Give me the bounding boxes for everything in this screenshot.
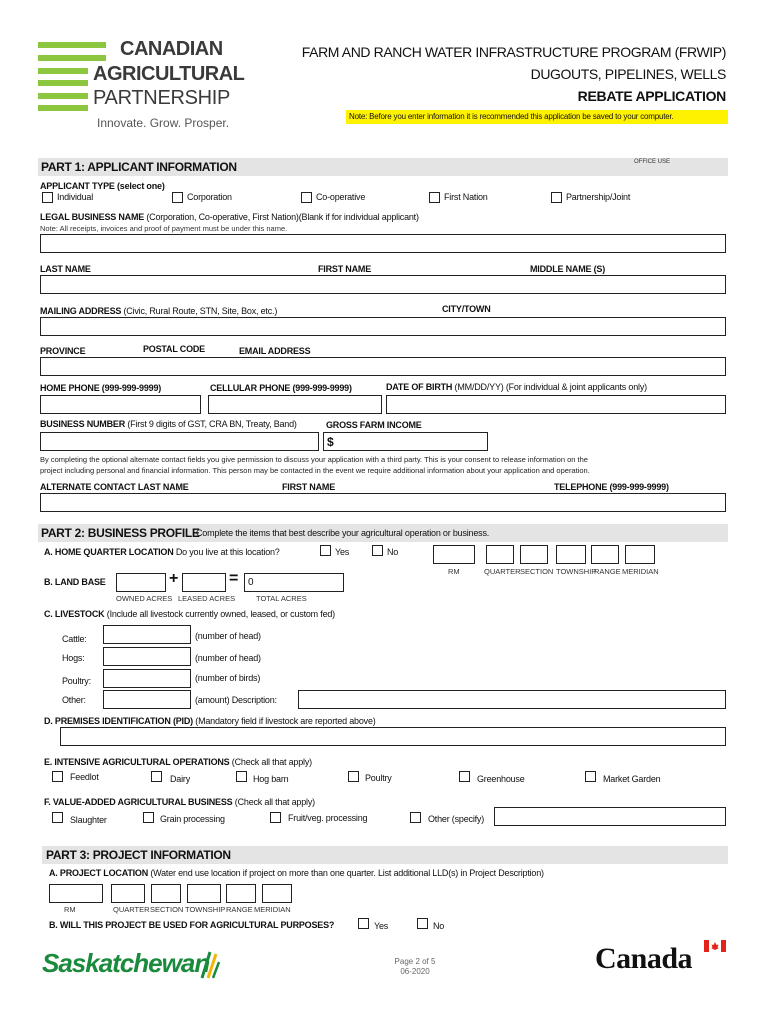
other-livestock-input[interactable] [103,690,191,709]
home-quarter-no-label: No [387,547,399,557]
applicant-type-label: APPLICANT TYPE (select one) [40,181,165,191]
cooperative-label: Co-operative [316,192,366,202]
saskatchewan-logo: Saskatchewan [42,948,210,978]
pid-hint: (Mandatory field if livestock are reported above) [195,716,376,726]
hogs-label: Hogs: [62,653,85,663]
pid-label-text: D. PREMISES IDENTIFICATION (PID) [44,716,193,726]
dollar-sign: $ [327,435,334,449]
poultry-input[interactable] [103,669,191,688]
canada-flag-icon [704,940,726,952]
intensive-label [44,757,312,767]
legal-name-label [40,212,419,222]
livestock-label [44,609,335,619]
part1-title: PART 1: APPLICANT INFORMATION [41,160,237,174]
part3-header [42,846,728,864]
value-added-hint: (Check all that apply) [234,797,315,807]
home-meridian-caption: MERIDIAN [622,567,659,576]
project-rm-caption: RM [64,905,76,914]
grain-processing-checkbox[interactable] [143,812,154,823]
feedlot-checkbox[interactable] [52,771,63,782]
part2-title: PART 2: BUSINESS PROFILE [41,526,200,540]
fruit-veg-label: Fruit/veg. processing [288,813,368,823]
dob-input[interactable] [386,395,726,414]
intensive-label-text: E. INTENSIVE AGRICULTURAL OPERATIONS [44,757,230,767]
other-specify-label: Other (specify) [428,814,485,824]
home-quarter-input[interactable] [486,545,514,564]
fruit-veg-checkbox[interactable] [270,812,281,823]
dob-hint: (MM/DD/YY) (For individual & joint applicants only) [454,382,647,392]
cattle-unit: (number of head) [195,631,261,641]
cattle-label: Cattle: [62,634,87,644]
logo-stripe [38,93,88,99]
home-quarter-label [44,547,280,557]
livestock-label-text: C. LIVESTOCK [44,609,105,619]
cell-phone-label: CELLULAR PHONE (999-999-9999) [210,383,352,393]
poultry-op-label: Poultry [365,773,392,783]
cooperative-checkbox[interactable] [301,192,312,203]
program-title: FARM AND RANCH WATER INFRASTRUCTURE PROGRAM (FRWIP) [301,44,726,60]
partnership-label: Partnership/Joint [566,192,631,202]
project-rm-input[interactable] [49,884,103,903]
business-number-input[interactable] [40,432,319,451]
mailing-address-input[interactable] [40,317,726,336]
legal-name-hint: (Corporation, Co-operative, First Nation)(Blank if for individual applicant) [146,212,419,222]
partnership-checkbox[interactable] [551,192,562,203]
business-number-label [40,419,297,429]
feedlot-label: Feedlot [70,772,99,782]
logo-stripe [38,68,88,74]
home-quarter-yes-label: Yes [335,547,350,557]
part3-title: PART 3: PROJECT INFORMATION [46,848,231,862]
total-acres-field [244,573,344,592]
cattle-input[interactable] [103,625,191,644]
alt-first-name-label: FIRST NAME [282,482,335,492]
market-garden-label: Market Garden [603,774,661,784]
alternate-contact-input-row[interactable] [40,493,726,512]
mailing-address-label-text: MAILING ADDRESS [40,306,122,316]
receipts-note: Note: All receipts, invoices and proof of payment must be under this name. [40,224,288,233]
mailing-address-hint: (Civic, Rural Route, STN, Site, Box, etc.) [123,306,278,316]
home-rm-input[interactable] [433,545,475,564]
pid-label [44,716,376,726]
other-livestock-description-input[interactable] [298,690,726,709]
pid-input[interactable] [60,727,726,746]
home-rm-caption: RM [448,567,460,576]
grain-processing-label: Grain processing [160,814,225,824]
slaughter-checkbox[interactable] [52,812,63,823]
logo-stripe [38,105,88,111]
project-meridian-input[interactable] [262,884,292,903]
logo-stripe [38,80,88,86]
individual-label: Individual [57,192,94,202]
logo-tagline: Innovate. Grow. Prosper. [97,116,230,130]
canada-wordmark: Canada [595,942,693,975]
wheat-icon [198,948,220,980]
dairy-checkbox[interactable] [151,771,162,782]
value-added-label [44,797,315,807]
gross-income-input[interactable] [323,432,488,451]
other-specify-checkbox[interactable] [410,812,421,823]
home-township-caption: TOWNSHIP [556,567,597,576]
other-livestock-label: Other: [62,695,86,705]
project-section-caption: SECTION [150,905,184,914]
program-subtitle: DUGOUTS, PIPELINES, WELLS [530,66,726,82]
slaughter-label: Slaughter [70,815,107,825]
part1-header [38,158,728,176]
alt-telephone-label: TELEPHONE (999-999-9999) [554,482,669,492]
part2-subtitle: Complete the items that best describe your agricultural operation or business. [196,528,490,538]
ag-purpose-no-checkbox[interactable] [417,918,428,929]
ag-purpose-no-label: No [433,921,445,931]
home-quarter-no-checkbox[interactable] [372,545,383,556]
project-meridian-caption: MERIDIAN [254,905,291,914]
middle-name-label: MIDDLE NAME (S) [530,264,605,274]
corporation-label: Corporation [187,192,232,202]
other-livestock-unit: (amount) Description: [195,695,277,705]
first-nation-label: First Nation [444,192,488,202]
owned-acres-caption: OWNED ACRES [116,594,173,603]
greenhouse-label: Greenhouse [477,774,525,784]
project-range-input[interactable] [226,884,256,903]
greenhouse-checkbox[interactable] [459,771,470,782]
dob-label [386,382,647,392]
project-section-input[interactable] [151,884,181,903]
logo-stripe [38,42,106,48]
project-location-label [49,868,544,878]
total-acres-value: 0 [248,577,254,588]
leased-acres-input[interactable] [182,573,226,592]
intensive-hint: (Check all that apply) [231,757,312,767]
total-acres-caption: TOTAL ACRES [256,594,307,603]
logo-line3: PARTNERSHIP [93,87,231,109]
logo-line1: CANADIAN [120,38,223,60]
poultry-op-checkbox[interactable] [348,771,359,782]
project-range-caption: RANGE [226,905,253,914]
poultry-label: Poultry: [62,676,91,686]
project-quarter-caption: QUARTER [113,905,150,914]
dairy-label: Dairy [170,774,191,784]
plus-sign: + [169,570,179,587]
hog-barn-checkbox[interactable] [236,771,247,782]
province-label: PROVINCE [40,346,86,356]
project-township-caption: TOWNSHIP [185,905,226,914]
equals-sign: = [229,570,239,587]
legal-name-label-text: LEGAL BUSINESS NAME [40,212,145,222]
home-range-caption: RANGE [594,567,621,576]
home-quarter-yes-checkbox[interactable] [320,545,331,556]
form-title: REBATE APPLICATION [577,88,726,104]
ag-purpose-yes-label: Yes [374,921,389,931]
province-postal-email-row[interactable] [40,357,726,376]
leased-acres-caption: LEASED ACRES [178,594,236,603]
owned-acres-input[interactable] [116,573,166,592]
alt-last-name-label: ALTERNATE CONTACT LAST NAME [40,482,189,492]
save-note: Note: Before you enter information it is recommended this application be saved to your computer. [346,110,728,124]
corporation-checkbox[interactable] [172,192,183,203]
postal-code-label: POSTAL CODE [143,344,205,354]
logo-line2: AGRICULTURAL [93,63,245,85]
form-date: 06-2020 [400,967,430,976]
cell-phone-input[interactable] [208,395,382,414]
other-specify-input[interactable] [494,807,726,826]
first-name-label: FIRST NAME [318,264,371,274]
project-quarter-input[interactable] [111,884,145,903]
value-added-label-text: F. VALUE-ADDED AGRICULTURAL BUSINESS [44,797,233,807]
hogs-input[interactable] [103,647,191,666]
home-quarter-question: Do you live at this location? [175,547,280,557]
poultry-unit: (number of birds) [195,673,261,683]
home-section-input[interactable] [520,545,548,564]
home-range-input[interactable] [591,545,619,564]
hog-barn-label: Hog barn [253,774,289,784]
ag-purpose-label: B. WILL THIS PROJECT BE USED FOR AGRICULTURAL PURPOSES? [49,920,335,930]
home-township-input[interactable] [556,545,586,564]
gross-income-label: GROSS FARM INCOME [326,420,422,430]
first-nation-checkbox[interactable] [429,192,440,203]
project-location-hint: (Water end use location if project on more than one quarter. List additional LLD(s) in Project Description) [150,868,544,878]
name-input-row[interactable] [40,275,726,294]
individual-checkbox[interactable] [42,192,53,203]
home-phone-input[interactable] [40,395,201,414]
livestock-hint: (Include all livestock currently owned, leased, or custom fed) [106,609,335,619]
last-name-label: LAST NAME [40,264,91,274]
business-number-label-text: BUSINESS NUMBER [40,419,126,429]
home-quarter-caption: QUARTER [484,567,521,576]
home-quarter-label-text: A. HOME QUARTER LOCATION [44,547,174,557]
page-number: Page 2 of 5 [394,957,436,966]
part2-header [38,524,728,542]
consent-text-2: project including personal and financial information. This person may be contacted in the event we require additional information about your application and operation. [40,466,590,475]
land-base-label: B. LAND BASE [44,577,106,587]
home-section-caption: SECTION [520,567,554,576]
hogs-unit: (number of head) [195,653,261,663]
project-township-input[interactable] [187,884,221,903]
legal-business-name-input[interactable] [40,234,726,253]
city-label: CITY/TOWN [442,304,491,314]
project-location-label-text: A. PROJECT LOCATION [49,868,149,878]
office-use-label: OFFICE USE [634,159,671,165]
home-meridian-input[interactable] [625,545,655,564]
ag-purpose-yes-checkbox[interactable] [358,918,369,929]
logo-stripe [38,55,106,61]
market-garden-checkbox[interactable] [585,771,596,782]
email-label: EMAIL ADDRESS [239,346,311,356]
consent-text-1: By completing the optional alternate contact fields you give permission to discuss your application with a third party. This is your consent to release information on the [40,455,588,464]
home-phone-label: HOME PHONE (999-999-9999) [40,383,162,393]
mailing-address-label [40,306,277,316]
dob-label-text: DATE OF BIRTH [386,382,453,392]
business-number-hint: (First 9 digits of GST, CRA BN, Treaty, Band) [127,419,297,429]
